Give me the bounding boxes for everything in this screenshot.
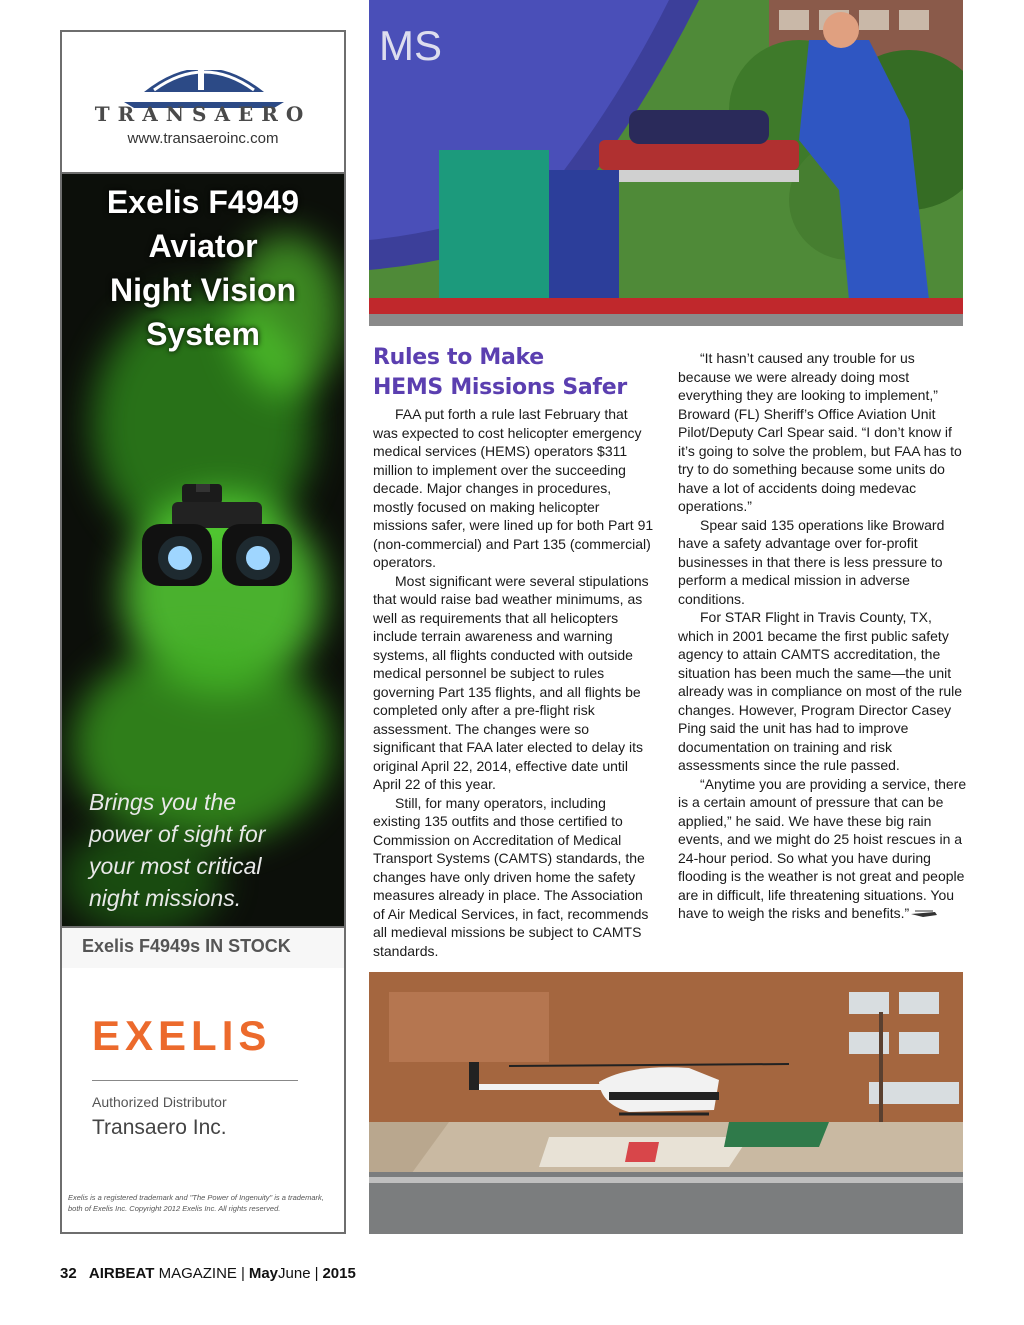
headline-line: HEMS Missions Safer [373, 375, 627, 400]
magazine-name: MAGAZINE [158, 1265, 237, 1282]
paragraph-last [678, 775, 968, 923]
ad-tagline-line: night missions. [89, 885, 242, 911]
ad-headline-line: System [146, 316, 260, 352]
footer-separator: | [240, 1265, 245, 1282]
distributor-label: Authorized Distributor [92, 1094, 227, 1110]
distributor-name: Transaero Inc. [92, 1116, 227, 1139]
magazine-name-bold: AIRBEAT [88, 1265, 155, 1282]
night-vision-visual [62, 174, 344, 926]
paragraph: FAA put forth a rule last February that was expected to cost helicopter emergency medical services (HEMS) operators $311 million to implement over the succeeding decade. Major changes in procedures, mostly focused on making helicopter missions safer, were lined up for both Part 91 (non-commercial) and Part 135 (commercial) operators. [373, 406, 654, 570]
ad-tagline-line: your most critical [89, 853, 262, 879]
ad-headline [62, 180, 344, 356]
page-footer [60, 1265, 356, 1282]
exelis-logo: EXELIS [92, 1012, 272, 1059]
transaero-wordmark: TRANSAERO [94, 102, 312, 126]
paragraph: Still, for many operators, including existing 135 outfits and those certified to Commission on Accreditation of Medical Transport Systems (CAMTS) standards, the changes have only driven home the safety measures already in place. The Association of Air Medical Services, in fact, recommends all medieval missions be subject to CAMTS standards. [373, 794, 649, 959]
helipad-photo-illustration [369, 972, 963, 1234]
issue-year: 2015 [322, 1265, 356, 1282]
helicopter-on-helipad-photo [369, 972, 963, 1234]
ad-fineprint: Exelis is a registered trademark and "The Power of Ingenuity" is a trademark, both of Exelis Inc. Copyright 2012 Exelis Inc. All rights reserved. [68, 1193, 324, 1213]
article-column-left [373, 405, 655, 960]
stock-banner [62, 926, 344, 968]
advertisement [60, 30, 346, 1234]
paragraph: For STAR Flight in Travis County, TX, which in 2001 became the first public safety agency to attain CAMTS accreditation, the situation has been much the same—the unit already was in compliance on most of the rule changes. However, Program Director Casey Ping said the unit has had to improve documentation on training and risk assessments since the rule passed. [678, 609, 963, 773]
helicopter-medical-crew-photo [369, 0, 963, 326]
paragraph: Spear said 135 operations like Broward have a safety advantage over for-profit businesses in that there is less pressure to perform a medical mission in adverse conditions. [678, 516, 945, 607]
ad-tagline-line: power of sight for [89, 821, 266, 847]
stock-text: Exelis F4949s IN STOCK [82, 936, 291, 956]
paragraph: Most significant were several stipulations that would raise bad weather minimums, as well as requirements that all helicopters include terrain awareness and warning systems, all flights conducted with outside medical personnel be subject to rules governing Part 135 flights, and all flights be completed only after a pre-flight risk assessment. The changes were so significant that FAA later elected to delay its original April 22, 2014, effective date until April 22 of this year. [373, 572, 649, 792]
issue-month: June [278, 1265, 311, 1282]
issue-month-bold: May [248, 1265, 279, 1282]
divider [92, 1080, 298, 1081]
ad-tagline [89, 786, 329, 914]
helicopter-end-mark-icon [909, 909, 939, 919]
svg-text:MS: MS [379, 22, 442, 69]
article-headline [373, 343, 663, 403]
ad-headline-line: Night Vision [109, 272, 297, 308]
article-column-right [678, 349, 968, 923]
page-number: 32 [60, 1265, 77, 1282]
ad-headline-line: Aviator [148, 228, 258, 264]
footer-separator: | [314, 1265, 319, 1282]
paragraph: “It hasn’t caused any trouble for us because we were already doing most everything they are looking to implement,” Broward (FL) Sheriff’s Office Aviation Unit Pilot/Deputy Carl Spear said. “I don’t know if it’s going to solve the problem, but FAA has to try to do something because some units do have a lot of accidents doing medevac operations.” [678, 350, 962, 514]
ad-headline-line: Exelis F4949 [106, 184, 300, 220]
transaero-url[interactable]: www.transaeroinc.com [127, 130, 279, 147]
transaero-header [62, 32, 344, 174]
paragraph-text: “Anytime you are providing a service, there is a certain amount of pressure that can be applied,” he said. We have these big rain events, and we might do 25 hoist rescues in a 24-hour period. So what you have during flooding is the weather is not great and people are in difficult, life threatening situations. You have to weigh the risks and benefits.” [678, 775, 967, 921]
headline-line: Rules to Make [373, 345, 544, 370]
ad-tagline-line: Brings you the [89, 789, 237, 815]
crew-photo-illustration [369, 0, 963, 326]
night-vision-goggles-icon [132, 484, 302, 604]
